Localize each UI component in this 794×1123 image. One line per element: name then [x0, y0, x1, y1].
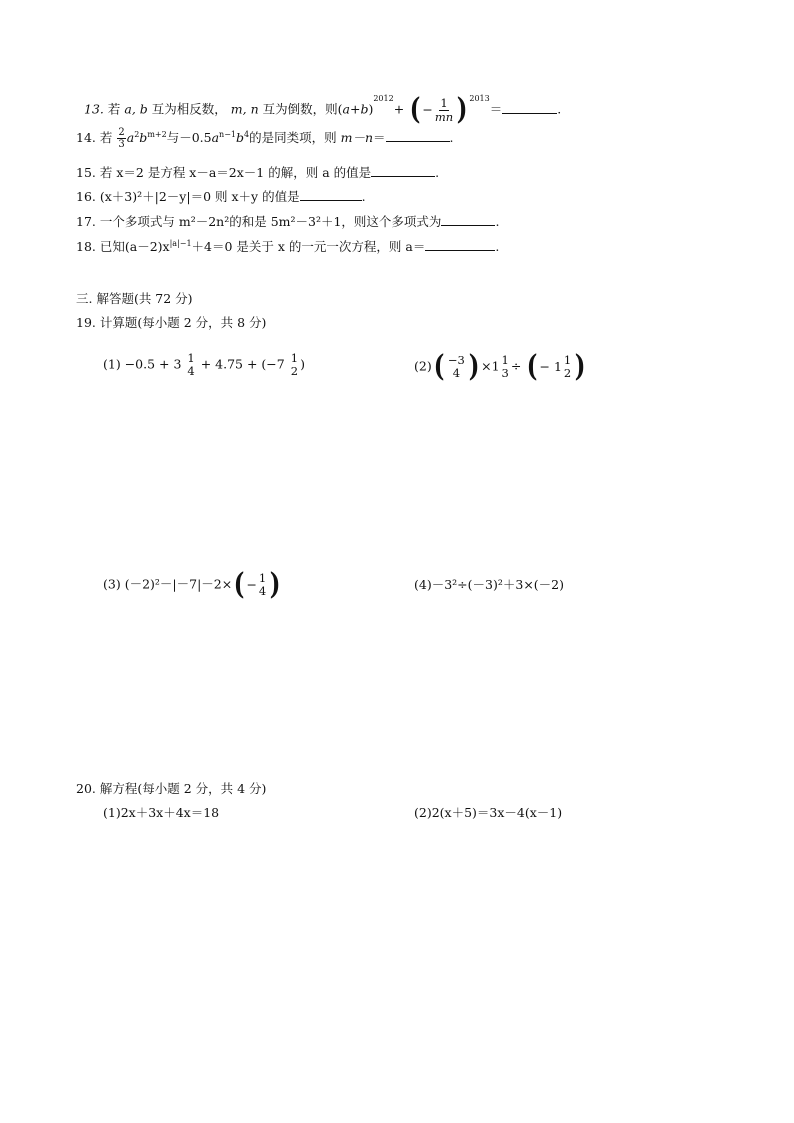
q15-answer-blank[interactable]: [371, 164, 435, 177]
q16-answer-blank[interactable]: [300, 188, 362, 201]
question-15: 15. 若 x＝2 是方程 x－a＝2x－1 的解，则 a 的值是 .: [76, 165, 440, 180]
question-16: 16. (x＋3)²＋|2－y|＝0 则 x＋y 的值是 .: [76, 189, 366, 204]
question-14: 14. 若 $\frac{2}{3}$ $a^2b^{m+2}$与$-0.5a^{n-1}b^4$的是同类项，则 m－n＝ .: [76, 127, 454, 150]
q14-fraction: $\frac{2}{3}$: [118, 127, 125, 150]
q20-part-1: (1)2x＋3x＋4x＝18: [103, 805, 220, 820]
q13-answer-blank[interactable]: [502, 101, 557, 114]
q19-2-paren-1: ( −3 4 ): [433, 349, 480, 384]
q19-part-1: (1) −0.5 + 3 1 4 + 4.75 + (−7 1 2 ): [103, 351, 305, 378]
q19-part-3: (3) (－2)²－|－7|－2× ( − 1 4 ): [103, 567, 281, 602]
q19-1-fraction-2: 1 2: [290, 351, 299, 378]
question-18: 18. 已知$(a-2)x^{|a|-1}+4=0$ 是关于 x 的一元一次方程，则 a＝ .: [76, 238, 500, 254]
q19-part-4: (4)－3²÷(－3)²＋3×(－2): [414, 577, 565, 592]
q17-answer-blank[interactable]: [441, 213, 495, 226]
q19-3-paren: ( − 1 4 ): [234, 567, 281, 602]
q19-part-2: (2) ( −3 4 ) ×1 1 3 ÷ ( − 1 1 2 ): [414, 349, 586, 384]
question-17: 17. 一个多项式与 m²－2n²的和是 5m²－3²＋1，则这个多项式为 .: [76, 214, 500, 229]
q20-part-2: (2)2(x＋5)＝3x－4(x－1): [414, 805, 563, 820]
q14-answer-blank[interactable]: [386, 129, 450, 142]
q13-fraction: $\frac{1}{mn}$: [434, 95, 454, 124]
q19-1-fraction-1: 1 4: [187, 351, 195, 378]
q13-number: 13.: [84, 101, 104, 117]
question-20-heading: 20. 解方程(每小题 2 分，共 4 分): [76, 781, 267, 796]
section-3-heading: 三. 解答题(共 72 分): [76, 291, 193, 306]
q19-2-paren-2: ( − 1 1 2 ): [527, 349, 586, 384]
question-19-heading: 19. 计算题(每小题 2 分，共 8 分): [76, 315, 267, 330]
q13-paren-group: ( − $\frac{1}{mn}$ ): [409, 92, 468, 127]
q18-answer-blank[interactable]: [425, 238, 495, 251]
question-13: 13. 若 a, b 互为相反数， m, n 互为倒数，则$(a+b)^{2012}+$ ( − $\frac{1}{mn}$ ) $^{2013}$＝ .: [84, 92, 562, 127]
